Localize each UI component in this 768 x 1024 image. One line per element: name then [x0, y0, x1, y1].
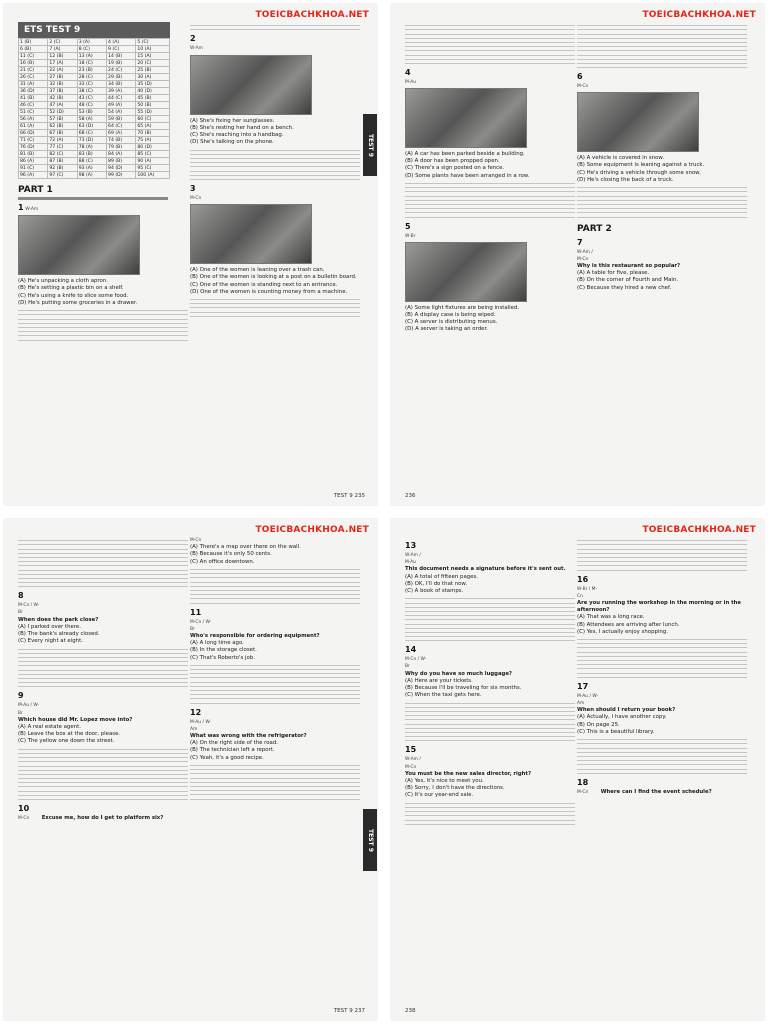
option: (C) One of the women is standing next to an entrance.: [190, 281, 338, 288]
answer-key-cell: 10 (A): [136, 46, 170, 53]
speaker-tag: M-Au / W-Am: [577, 693, 599, 706]
option: (C) Yeah, it's a good recipe.: [190, 754, 264, 761]
question-number: 7: [577, 237, 583, 247]
column-right: [190, 22, 360, 320]
column-right: [190, 537, 360, 803]
explanation-text: [405, 183, 575, 218]
answer-key-cell: 27 (B): [48, 74, 77, 81]
option: (A) One of the women is leaning over a trash can.: [190, 267, 325, 274]
option: (A) Yes, it's nice to meet you.: [405, 777, 484, 784]
question-number: 6: [577, 72, 583, 82]
explanation-text: [405, 703, 575, 742]
question-6: [577, 72, 747, 218]
option: (B) He's setting a plastic bin on a shelf.: [18, 285, 124, 292]
watermark: TOEICBACHKHOA.NET: [255, 10, 369, 20]
question-photo: [190, 204, 312, 264]
explanation-text: [190, 765, 360, 800]
answer-key-row: [19, 144, 170, 151]
answer-key-cell: 40 (D): [136, 88, 170, 95]
question-number: 14: [405, 645, 417, 655]
speaker-tag: W-Br / M-Cn: [577, 586, 598, 599]
option: (A) A total of fifteen pages.: [405, 573, 479, 580]
column-right: [577, 537, 747, 799]
page-footer: 238: [405, 1008, 416, 1014]
answer-key-cell: 18 (C): [77, 60, 106, 67]
answer-key-cell: 15 (A): [136, 53, 170, 60]
explanation-text: [577, 187, 747, 217]
question-1: [18, 203, 188, 341]
option: (C) Because they hired a new chef.: [577, 284, 672, 291]
answer-key-cell: 51 (C): [19, 109, 48, 116]
speaker-tag: M-Cn: [190, 538, 202, 543]
option: (A) Here are your tickets.: [405, 677, 473, 684]
option: (D) One of the women is counting money from a machine.: [190, 288, 348, 295]
option: (C) An office downtown.: [190, 558, 255, 565]
explanation-text: [18, 649, 188, 688]
question-photo: [18, 215, 140, 275]
watermark: TOEICBACHKHOA.NET: [642, 10, 756, 20]
question-prompt: Where can I find the event schedule?: [600, 788, 712, 795]
option: (D) She's talking on the phone.: [190, 139, 274, 146]
answer-key-row: [19, 102, 170, 109]
option: (C) A server is distributing menus.: [405, 319, 498, 326]
answer-key-cell: 96 (A): [19, 172, 48, 179]
option: (B) One of the women is looking at a post on a bulletin board.: [190, 274, 357, 281]
question-number: 18: [577, 777, 589, 787]
option: (C) This is a beautiful library.: [577, 728, 655, 735]
question-number: 4: [405, 67, 411, 77]
explanation-text: [405, 803, 575, 825]
page-235: [4, 4, 377, 505]
answer-key-cell: 65 (A): [136, 123, 170, 130]
option: (D) Some plants have been arranged in a row.: [405, 172, 530, 179]
option: (B) On the corner of Fourth and Main.: [577, 277, 679, 284]
answer-key-cell: 53 (B): [77, 109, 106, 116]
option: (B) A door has been propped open.: [405, 158, 500, 165]
option: (B) Some equipment is leaning against a truck.: [577, 162, 705, 169]
question-prompt: Which house did Mr. Lopez move into?: [18, 716, 133, 723]
answer-key-cell: 41 (B): [19, 95, 48, 102]
answer-key-row: [19, 172, 170, 179]
speaker-tag: M-Au: [405, 79, 417, 85]
speaker-tag: W-Am: [190, 46, 203, 52]
question-prompt: You must be the new sales director, right?: [405, 770, 532, 777]
answer-key-cell: 60 (C): [136, 116, 170, 123]
question-2: [190, 34, 360, 180]
answer-key-cell: 63 (D): [77, 123, 106, 130]
question-8: [18, 591, 188, 687]
speaker-tag: W-Br: [405, 233, 416, 239]
option: (A) On the right side of the road.: [190, 740, 278, 747]
speaker-tag: W-Am / M-Au: [405, 553, 421, 566]
answer-key-table: [18, 38, 170, 179]
question-number: 2: [190, 34, 196, 44]
answer-key-cell: 73 (D): [77, 137, 106, 144]
answer-key-cell: 85 (C): [136, 151, 170, 158]
answer-key-cell: 52 (D): [48, 109, 77, 116]
answer-key-cell: 49 (A): [107, 102, 136, 109]
question-number: 1: [18, 203, 24, 212]
question-prompt: Why is this restaurant so popular?: [577, 262, 681, 269]
answer-key-cell: 16 (B): [19, 60, 48, 67]
page-footer: 236: [405, 493, 416, 499]
part-title: PART 2: [577, 223, 612, 234]
question-prompt: What was wrong with the refrigerator?: [190, 733, 307, 739]
option: (B) Because it's only 50 cents.: [190, 551, 272, 558]
answer-key-cell: 7 (A): [48, 46, 77, 53]
answer-key-row: [19, 53, 170, 60]
answer-key-cell: 24 (C): [107, 67, 136, 74]
answer-key-cell: 75 (A): [136, 137, 170, 144]
option: (D) A server is taking an order.: [405, 326, 488, 333]
question-number: 11: [190, 607, 202, 617]
answer-key-row: [19, 60, 170, 67]
option: (C) She's reaching into a handbag.: [190, 131, 284, 138]
answer-key-cell: 3 (A): [77, 39, 106, 46]
explanation-text: [405, 25, 575, 64]
option: (A) A real estate agent.: [18, 723, 81, 730]
answer-key-cell: 38 (C): [77, 88, 106, 95]
answer-key-cell: 92 (B): [48, 165, 77, 172]
option: (A) A long time ago.: [190, 640, 244, 647]
answer-key-cell: 88 (C): [77, 158, 106, 165]
option: (B) Because I'll be traveling for six months.: [405, 685, 522, 692]
option: (C) That's Roberto's job.: [190, 654, 255, 661]
answer-key-cell: 91 (C): [19, 165, 48, 172]
option: (C) There's a sign posted on a fence.: [405, 165, 505, 172]
answer-key-cell: 86 (A): [19, 158, 48, 165]
answer-key-cell: 21 (C): [19, 67, 48, 74]
speaker-tag: M-Cn: [18, 816, 30, 821]
answer-key-cell: 42 (B): [48, 95, 77, 102]
question-prompt: Excuse me, how do I get to platform six?: [41, 815, 164, 821]
answer-key-row: [19, 116, 170, 123]
answer-key-cell: 13 (A): [77, 53, 106, 60]
answer-key-cell: 55 (D): [136, 109, 170, 116]
answer-key-cell: 35 (D): [136, 81, 170, 88]
part-title: PART 1: [18, 185, 53, 195]
answer-key-cell: 4 (A): [107, 39, 136, 46]
answer-key-cell: 79 (B): [107, 144, 136, 151]
explanation-text: [190, 569, 360, 604]
option: (C) Every night at eight.: [18, 638, 83, 645]
answer-key-cell: 45 (B): [136, 95, 170, 102]
page-footer: TEST 9 235: [333, 493, 365, 499]
answer-key-cell: 32 (B): [48, 81, 77, 88]
question-12: [190, 708, 360, 800]
answer-key-cell: 54 (A): [107, 109, 136, 116]
question-prompt: Who's responsible for ordering equipment?: [190, 632, 320, 639]
explanation-text: [18, 749, 188, 800]
speaker-tag: W-Am: [25, 207, 39, 212]
answer-key-cell: 37 (B): [48, 88, 77, 95]
answer-key-row: [19, 74, 170, 81]
question-5: [405, 222, 575, 334]
watermark: TOEICBACHKHOA.NET: [642, 525, 756, 535]
answer-key-cell: 99 (D): [107, 172, 136, 179]
answer-key-cell: 43 (C): [77, 95, 106, 102]
answer-key-row: [19, 109, 170, 116]
option: (B) She's resting her hand on a bench.: [190, 124, 294, 131]
explanation-text: [577, 540, 747, 570]
answer-key-cell: 72 (A): [48, 137, 77, 144]
answer-key-cell: 8 (C): [77, 46, 106, 53]
speaker-tag: M-Au / W-Am: [190, 719, 212, 732]
question-number: 5: [405, 221, 411, 231]
answer-key-cell: 95 (C): [136, 165, 170, 172]
question-number: 9: [18, 691, 24, 701]
answer-key-cell: 84 (A): [107, 151, 136, 158]
answer-key-row: [19, 67, 170, 74]
answer-key-cell: 29 (B): [107, 74, 136, 81]
speaker-tag: M-Cn: [190, 195, 202, 201]
question-10-options: [190, 537, 360, 604]
answer-key-cell: 11 (C): [19, 53, 48, 60]
option: (C) The yellow one down the street.: [18, 738, 115, 745]
option: (C) It's our year-end sale.: [405, 792, 474, 799]
question-9: [18, 691, 188, 800]
option: (A) She's fixing her sunglasses.: [190, 117, 275, 124]
answer-key-cell: 25 (B): [136, 67, 170, 74]
answer-key-cell: 61 (A): [19, 123, 48, 130]
column-right: [577, 22, 747, 295]
question-number: 12: [190, 707, 202, 717]
speaker-tag: W-Am / M-Cn: [405, 757, 421, 770]
answer-key-cell: 20 (C): [136, 60, 170, 67]
question-17: [577, 682, 747, 774]
answer-key-cell: 9 (C): [107, 46, 136, 53]
question-prompt: This document needs a signature before it's sent out.: [405, 566, 566, 573]
question-10: [18, 804, 188, 822]
answer-key-cell: 46 (C): [19, 102, 48, 109]
answer-key-cell: 59 (B): [107, 116, 136, 123]
answer-key-cell: 2 (C): [48, 39, 77, 46]
explanation-text: [190, 665, 360, 704]
page-238: [391, 519, 764, 1020]
answer-key-cell: 33 (C): [77, 81, 106, 88]
answer-key-cell: 71 (C): [19, 137, 48, 144]
explanation-text: [577, 25, 747, 68]
answer-key-cell: 22 (A): [48, 67, 77, 74]
question-14: [405, 645, 575, 741]
column-left: [18, 22, 188, 344]
option: (B) In the storage closet.: [190, 647, 257, 654]
question-16: [577, 575, 747, 678]
option: (A) Some light fixtures are being installed.: [405, 304, 520, 311]
option: (A) A table for five, please.: [577, 270, 650, 277]
answer-key-cell: 68 (C): [77, 130, 106, 137]
answer-key-row: [19, 130, 170, 137]
answer-key-cell: 76 (D): [19, 144, 48, 151]
answer-key-cell: 31 (A): [19, 81, 48, 88]
question-number: 15: [405, 745, 417, 755]
option: (A) A vehicle is covered in snow.: [577, 155, 665, 162]
question-photo: [405, 88, 527, 148]
answer-key-cell: 44 (C): [107, 95, 136, 102]
option: (B) The bank's already closed.: [18, 631, 100, 638]
answer-key-cell: 5 (C): [136, 39, 170, 46]
explanation-text: [18, 540, 188, 587]
option: (D) He's closing the back of a truck.: [577, 176, 674, 183]
option: (B) Attendees are arriving after lunch.: [577, 621, 680, 628]
option: (B) Sorry, I don't have the directions.: [405, 785, 505, 792]
answer-key-cell: 90 (A): [136, 158, 170, 165]
question-number: 17: [577, 681, 589, 691]
option: (D) He's putting some groceries in a drawer.: [18, 299, 138, 306]
question-number: 13: [405, 541, 417, 550]
answer-key-cell: 48 (C): [77, 102, 106, 109]
explanation-text: [577, 739, 747, 774]
answer-key-cell: 78 (A): [77, 144, 106, 151]
answer-key-cell: 28 (C): [77, 74, 106, 81]
page-237: [4, 519, 377, 1020]
answer-key-cell: 14 (B): [107, 53, 136, 60]
answer-key-row: [19, 137, 170, 144]
test-header: ETS TEST 9: [18, 22, 170, 38]
question-15: [405, 745, 575, 824]
question-7: [577, 238, 747, 292]
speaker-tag: M-Au / W-Br: [18, 703, 40, 716]
answer-key-cell: 100 (A): [136, 172, 170, 179]
answer-key-cell: 93 (A): [77, 165, 106, 172]
option: (B) Leave the box at the door, please.: [18, 731, 121, 738]
answer-key-row: [19, 158, 170, 165]
answer-key-cell: 89 (B): [107, 158, 136, 165]
watermark: TOEICBACHKHOA.NET: [255, 525, 369, 535]
answer-key-cell: 81 (B): [19, 151, 48, 158]
question-prompt: When should I return your book?: [577, 707, 676, 714]
option: (A) Actually, I have another copy.: [577, 714, 667, 721]
option: (B) A display case is being wiped.: [405, 311, 496, 318]
speaker-tag: M-Cn: [577, 84, 589, 90]
answer-key-cell: 67 (B): [48, 130, 77, 137]
answer-key-row: [19, 88, 170, 95]
option: (C) A book of stamps.: [405, 588, 464, 595]
speaker-tag: W-Am / M-Cn: [577, 249, 593, 262]
question-18: [577, 778, 747, 796]
speaker-tag: M-Cn: [577, 789, 589, 795]
answer-key-row: [19, 165, 170, 172]
answer-key-cell: 57 (B): [48, 116, 77, 123]
question-4: [405, 68, 575, 218]
answer-key-cell: 34 (B): [107, 81, 136, 88]
answer-key-row: [19, 95, 170, 102]
option: (A) There's a map over there on the wall.: [190, 544, 301, 551]
option: (B) The technician left a report.: [190, 747, 275, 754]
answer-key-cell: 98 (A): [77, 172, 106, 179]
option: (C) Yes, I actually enjoy shopping.: [577, 628, 668, 635]
answer-key-cell: 82 (C): [48, 151, 77, 158]
question-photo: [577, 92, 699, 152]
answer-key-cell: 39 (A): [107, 88, 136, 95]
answer-key-row: [19, 46, 170, 53]
speaker-tag: M-Cn / W-Br: [405, 657, 427, 670]
explanation-text: [190, 299, 360, 317]
answer-key-cell: 1 (B): [19, 39, 48, 46]
answer-key-cell: 12 (B): [48, 53, 77, 60]
answer-key-row: [19, 81, 170, 88]
answer-key-cell: 26 (C): [19, 74, 48, 81]
page-footer: TEST 9 237: [333, 1008, 365, 1014]
answer-key-cell: 74 (B): [107, 137, 136, 144]
explanation-text: [577, 639, 747, 678]
question-11: [190, 608, 360, 704]
speaker-tag: M-Cn / W-Br: [18, 603, 40, 616]
option: (C) He's using a knife to slice some food.: [18, 292, 129, 299]
option: (A) I parked over there.: [18, 623, 81, 630]
side-tab: TEST 9: [363, 809, 377, 871]
answer-key-cell: 6 (B): [19, 46, 48, 53]
answer-key-cell: 66 (D): [19, 130, 48, 137]
option: (B) On page 25.: [577, 721, 620, 728]
page-236: [391, 4, 764, 505]
explanation-text: [18, 310, 188, 340]
question-number: 8: [18, 591, 24, 601]
column-left: [18, 537, 188, 825]
question-photo: [405, 242, 527, 302]
column-left: [405, 22, 575, 337]
answer-key-cell: 47 (A): [48, 102, 77, 109]
answer-key-cell: 97 (C): [48, 172, 77, 179]
answer-key-cell: 80 (D): [136, 144, 170, 151]
option: (A) He's unpacking a cloth apron.: [18, 278, 108, 285]
column-left: [405, 537, 575, 828]
answer-key-cell: 69 (A): [107, 130, 136, 137]
speaker-tag: M-Cn / W-Br: [190, 619, 212, 632]
question-13: [405, 541, 575, 641]
answer-key-cell: 94 (D): [107, 165, 136, 172]
answer-key-cell: 87 (B): [48, 158, 77, 165]
answer-key-cell: 58 (A): [77, 116, 106, 123]
question-3: [190, 184, 360, 317]
question-photo: [190, 55, 312, 115]
option: (A) A car has been parked beside a building.: [405, 151, 525, 158]
answer-key-cell: 70 (B): [136, 130, 170, 137]
answer-key-cell: 19 (B): [107, 60, 136, 67]
option: (A) That was a long race.: [577, 614, 645, 621]
answer-key-cell: 50 (B): [136, 102, 170, 109]
answer-key-cell: 64 (C): [107, 123, 136, 130]
question-prompt: When does the park close?: [18, 616, 99, 623]
answer-key-cell: 30 (A): [136, 74, 170, 81]
answer-key-row: [19, 151, 170, 158]
explanation-text: [405, 598, 575, 641]
option: (C) When the taxi gets here.: [405, 692, 482, 699]
answer-key-row: [19, 39, 170, 46]
explanation-text: [190, 25, 360, 30]
question-prompt: Why do you have so much luggage?: [405, 670, 513, 677]
answer-key-cell: 77 (C): [48, 144, 77, 151]
answer-key-cell: 83 (B): [77, 151, 106, 158]
answer-key-row: [19, 123, 170, 130]
answer-key-cell: 23 (B): [77, 67, 106, 74]
answer-key-cell: 62 (B): [48, 123, 77, 130]
option: (C) He's driving a vehicle through some snow.: [577, 169, 701, 176]
question-number: 3: [190, 183, 196, 193]
question-number: 16: [577, 574, 589, 584]
side-tab: TEST 9: [363, 114, 377, 176]
answer-key-cell: 17 (A): [48, 60, 77, 67]
question-number: 10: [18, 804, 30, 813]
option: (B) OK, I'll do that now.: [405, 580, 468, 587]
question-prompt: Are you running the workshop in the morning or in the afternoon?: [577, 599, 741, 614]
explanation-text: [190, 150, 360, 180]
answer-key-cell: 36 (D): [19, 88, 48, 95]
part-divider: [18, 197, 168, 200]
answer-key-cell: 56 (A): [19, 116, 48, 123]
